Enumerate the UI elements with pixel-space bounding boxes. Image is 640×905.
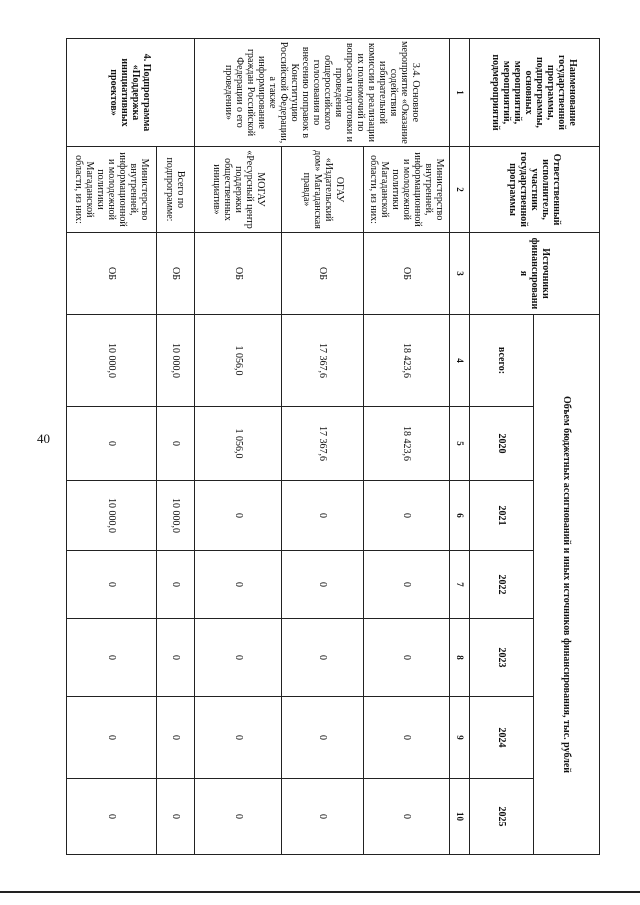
value-2024: 0 <box>364 697 449 779</box>
value-2025: 0 <box>156 779 194 855</box>
value-2021: 10 000,0 <box>156 481 194 551</box>
year-total: всего: <box>469 315 533 407</box>
col-number: 10 <box>449 779 469 855</box>
source: ОБ <box>282 233 364 315</box>
source: ОБ <box>364 233 449 315</box>
col-number: 3 <box>449 233 469 315</box>
table-row <box>67 39 157 855</box>
value-2023: 0 <box>364 619 449 697</box>
year-2021: 2021 <box>469 481 533 551</box>
executor: Министерство внутренней, информационной и молодежной политики Магаданской области, из них: <box>67 147 157 233</box>
value-2020: 18 423,6 <box>364 407 449 481</box>
col-number: 6 <box>449 481 469 551</box>
value-2020: 17 367,6 <box>282 407 364 481</box>
col-number: 2 <box>449 147 469 233</box>
value-2024: 0 <box>67 697 157 779</box>
subprogram-name: 4. Подпрограмма «Поддержка инициативных проектов» <box>67 39 195 147</box>
value-2024: 0 <box>156 697 194 779</box>
value-2024: 0 <box>194 697 281 779</box>
funding-table <box>66 38 600 855</box>
year-2020: 2020 <box>469 407 533 481</box>
value-2020: 0 <box>156 407 194 481</box>
page-number: 40 <box>37 431 50 446</box>
year-2022: 2022 <box>469 551 533 619</box>
table-row <box>156 39 194 855</box>
year-2024: 2024 <box>469 697 533 779</box>
value-2022: 0 <box>364 551 449 619</box>
col-number: 9 <box>449 697 469 779</box>
value-2025: 0 <box>364 779 449 855</box>
value-2023: 0 <box>194 619 281 697</box>
executor: МОГАУ «Ресурсный центр поддержки общественных инициатив» <box>194 147 281 233</box>
value-2025: 0 <box>194 779 281 855</box>
executor: ОГАУ «Издательский дом» Магаданская правда» <box>282 147 364 233</box>
value-total: 1 056,0 <box>194 315 281 407</box>
year-2025: 2025 <box>469 779 533 855</box>
value-total: 10 000,0 <box>156 315 194 407</box>
col-number: 5 <box>449 407 469 481</box>
table-row <box>194 39 281 855</box>
value-2022: 0 <box>67 551 157 619</box>
value-2020: 1 056,0 <box>194 407 281 481</box>
value-2022: 0 <box>156 551 194 619</box>
col-number: 4 <box>449 315 469 407</box>
bottom-rule <box>0 891 640 893</box>
value-2025: 0 <box>67 779 157 855</box>
value-2022: 0 <box>194 551 281 619</box>
table-row <box>282 39 364 855</box>
executor: Всего по подпрограмме: <box>156 147 194 233</box>
value-total: 18 423,6 <box>364 315 449 407</box>
year-2023: 2023 <box>469 619 533 697</box>
col-number: 7 <box>449 551 469 619</box>
value-2025: 0 <box>282 779 364 855</box>
rotated-table-container <box>66 38 600 854</box>
value-2021: 0 <box>364 481 449 551</box>
value-2024: 0 <box>282 697 364 779</box>
col-number: 1 <box>449 39 469 147</box>
value-2023: 0 <box>67 619 157 697</box>
header-name: Наименование государственной программы, подпрограммы, основных мероприятий, мероприятий, подмероприятий <box>469 39 599 147</box>
value-2022: 0 <box>282 551 364 619</box>
value-total: 10 000,0 <box>67 315 157 407</box>
value-2020: 0 <box>67 407 157 481</box>
value-2023: 0 <box>282 619 364 697</box>
value-2023: 0 <box>156 619 194 697</box>
value-2021: 0 <box>194 481 281 551</box>
value-2021: 0 <box>282 481 364 551</box>
source: ОБ <box>67 233 157 315</box>
header-funding: Объем бюджетных ассигнований и иных источников финансирования, тыс. рублей <box>533 315 599 855</box>
source: ОБ <box>156 233 194 315</box>
measure-name: 3.4. Основное мероприятие «Оказание содействия избирательной комиссии в реализации их полномочий по вопросам подготовки и проведения общероссийского голосования по внесению поправок в Конституцию Российской Федерации, а также информирование граждан Российской Федерации о его проведении» <box>194 39 449 147</box>
header-source: Источники финансирования <box>469 233 599 315</box>
value-2021: 10 000,0 <box>67 481 157 551</box>
col-number: 8 <box>449 619 469 697</box>
table-row <box>364 39 449 855</box>
executor: Министерство внутренней, информационной и молодежной политики Магаданской области, из них: <box>364 147 449 233</box>
source: ОБ <box>194 233 281 315</box>
header-executor: Ответственный исполнитель, участник государственной программы <box>469 147 599 233</box>
value-total: 17 367,6 <box>282 315 364 407</box>
